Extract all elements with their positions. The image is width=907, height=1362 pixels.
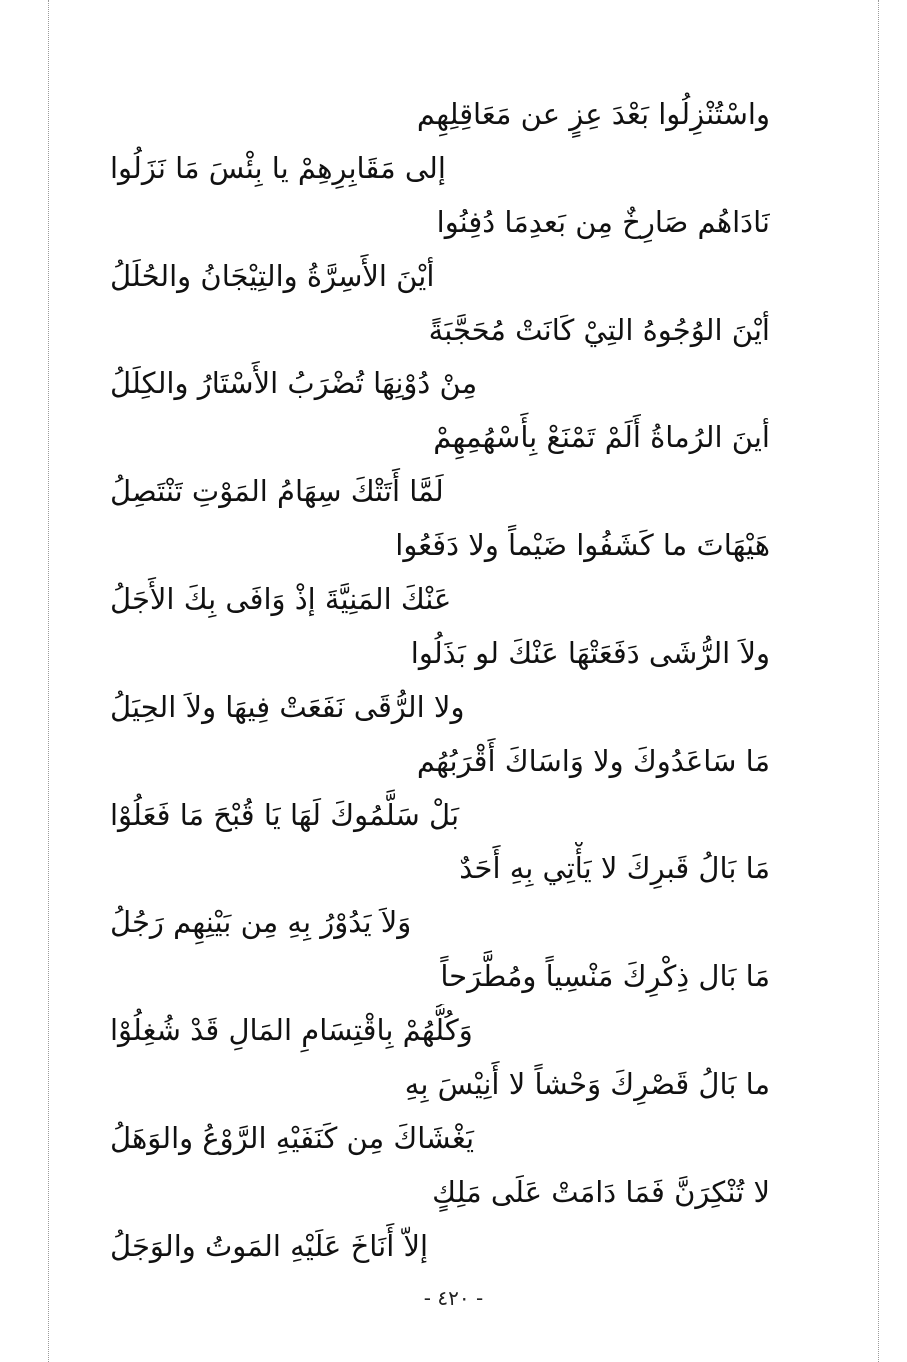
verse-line-20: يَغْشَاكَ مِن كَنَفَيْهِ الرَّوْعُ والوَهَلُ [110,1120,475,1155]
verse-line-4: أيْنَ الأَسِرَّةُ والتِيْجَانُ والحُلَلُ [110,258,435,293]
verse-line-19: ما بَالُ قَصْرِكَ وَحْشاً لا أَنِيْسَ بِهِ [404,1067,770,1102]
verse-line-10: عَنْكَ المَنِيَّةَ إذْ وَافَى بِكَ الأَجَلُ [110,582,452,617]
verse-line-17: مَا بَال ذِكْرِكَ مَنْسِياً ومُطَّرَحاً [440,959,770,994]
verse-line-11: ولاَ الرُّشَى دَفَعَتْهَا عَنْكَ لو بَذَلُوا [410,635,770,670]
verse-line-8: لَمَّا أَتَتْكَ سِهَامُ المَوْتِ تَنْتَصِلُ [110,474,444,509]
verse-line-21: لا تُنْكِرَنَّ فَمَا دَامَتْ عَلَى مَلِكٍ [432,1174,770,1209]
verse-line-18: وَكُلُّهُمْ بِاقْتِسَامِ المَالِ قَدْ شُغِلُوْا [110,1013,473,1048]
verse-line-9: هَيْهَاتَ ما كَشَفُوا ضَيْماً ولا دَفَعُوا [395,528,770,563]
verse-line-6: مِنْ دُوْنِهَا تُضْرَبُ الأَسْتَارُ والكِلَلُ [110,366,478,401]
verse-line-12: ولا الرُّقَى نَفَعَتْ فِيهَا ولاَ الحِيَلُ [110,689,465,724]
verse-line-5: أيْنَ الوُجُوهُ التِيْ كَانَتْ مُحَجَّبَةً [428,312,770,347]
verse-line-7: أينَ الرُماةُ أَلَمْ تَمْنَعْ بِأَسْهُمِهِمْ [433,420,770,455]
verse-line-15: مَا بَالُ قَبرِكَ لا يَأْتِي بِهِ أَحَدٌ [459,851,770,886]
verse-line-14: بَلْ سَلَّمُوكَ لَهَا يَا قُبْحَ مَا فَعَلُوْا [110,797,460,832]
verse-line-3: نَادَاهُم صَارِخٌ مِن بَعدِمَا دُفِنُوا [436,204,770,239]
verse-line-16: وَلاَ يَدُوْرُ بِهِ مِن بَيْنِهِم رَجُلُ [110,905,412,940]
poem-text [110,88,770,1274]
verse-line-2: إلى مَقَابِرِهِمْ يا بِئْسَ مَا نَزَلُوا [110,150,446,185]
left-margin-dotted-line [48,0,49,1362]
verse-line-13: مَا سَاعَدُوكَ ولا وَاسَاكَ أَقْرَبُهُم [416,743,770,778]
verse-line-22: إلاّ أَنَاخَ عَلَيْهِ المَوتُ والوَجَلُ [110,1228,429,1263]
verse-line-1: واسْتُنْزِلُوا بَعْدَ عِزٍ عن مَعَاقِلِهِم [416,97,770,131]
right-margin-dotted-line [878,0,879,1362]
page-number: - ٤٢٠ - [423,1286,484,1310]
